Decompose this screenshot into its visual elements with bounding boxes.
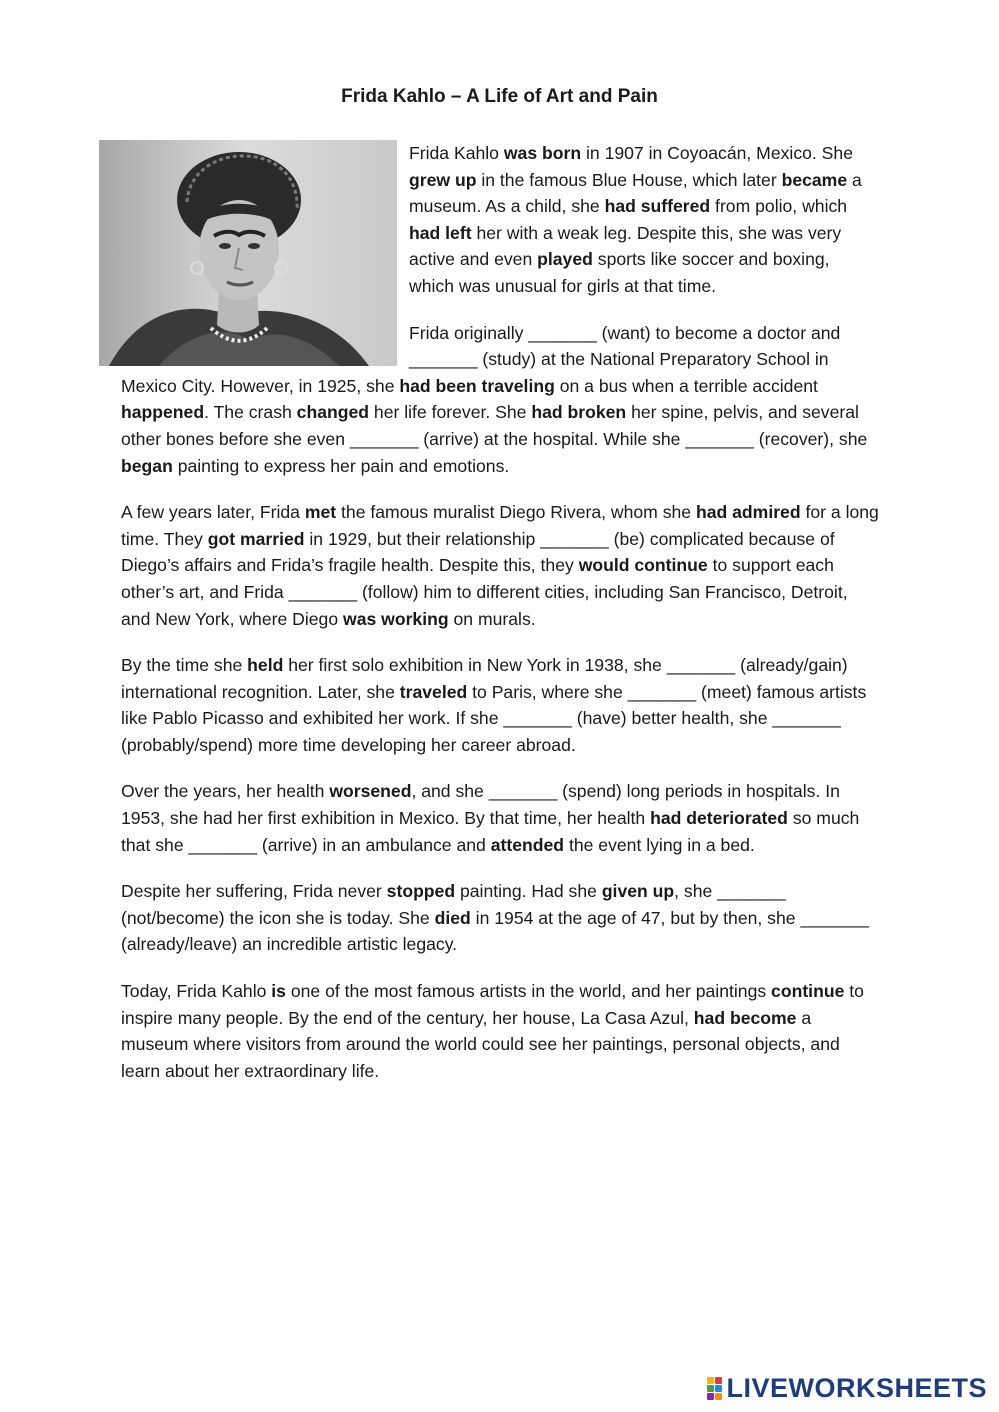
text-run: By the time she <box>121 655 248 676</box>
bold-verb: was working <box>343 608 449 629</box>
text-run: (want) to become a doctor and <box>596 322 841 343</box>
text-run: in 1954 at the age of 47, but by then, she <box>470 907 801 928</box>
text-run: (have) better health, she <box>571 708 773 729</box>
fill-in-blank[interactable]: _______ <box>772 708 841 729</box>
text-run: to inspire many people. By the end of the century, her house, La Casa Azul, <box>121 981 864 1028</box>
text-run: Today, Frida Kahlo <box>121 981 272 1002</box>
text-run: to Paris, where she <box>467 681 628 702</box>
text-run: on a bus when a terrible accident <box>554 375 818 396</box>
text-run: (follow) him to different cities, including San Francisco, Detroit, and New York, where Diego <box>121 581 848 629</box>
bold-verb: got married <box>207 528 305 549</box>
text-run: a museum where visitors from around the world could see her paintings, personal objects, and learn about her extraordinary life. <box>121 1007 840 1081</box>
bold-verb: died <box>434 907 471 928</box>
portrait-photo <box>99 140 397 366</box>
bold-verb: continue <box>771 981 845 1002</box>
brand-mark-square <box>707 1377 714 1384</box>
fill-in-blank[interactable]: _______ <box>349 428 419 449</box>
text-run: her life forever. She <box>369 402 532 423</box>
bold-verb: had broken <box>531 402 627 423</box>
text-run: sports like soccer and boxing, which was unusual for girls at that time. <box>409 249 830 296</box>
text-run: in 1907 in Coyoacán, Mexico. She <box>581 143 853 163</box>
fill-in-blank[interactable]: _______ <box>685 428 754 449</box>
brand-mark-square <box>707 1393 714 1400</box>
bold-verb: had deteriorated <box>650 808 788 829</box>
text-run: (be) complicated because of Diego’s affairs and Frida’s fragile health. Despite this, they <box>121 528 835 576</box>
text-run: for a long time. They <box>121 502 879 549</box>
bold-verb: began <box>121 455 173 476</box>
bold-verb: played <box>537 249 593 270</box>
brand-text: LIVEWORKSHEETS <box>726 1372 987 1403</box>
bold-verb: was born <box>503 143 582 163</box>
worksheet-body <box>121 140 879 1104</box>
bold-verb: became <box>781 169 848 190</box>
bold-verb: worsened <box>329 781 412 802</box>
text-run: (study) at the National Preparatory School in Mexico City. However, in 1925, she <box>121 349 829 396</box>
text-run: one of the most famous artists in the world, and her paintings <box>285 981 772 1002</box>
brand-mark-square <box>715 1377 722 1384</box>
bold-verb: met <box>304 502 337 523</box>
fill-in-blank[interactable]: _______ <box>188 834 257 855</box>
text-run: on murals. <box>448 608 536 629</box>
text-run: (already/leave) an incredible artistic legacy. <box>121 934 458 955</box>
text-run: painting. Had she <box>455 881 602 902</box>
text-run: Despite her suffering, Frida never <box>121 881 387 902</box>
fill-in-blank[interactable]: _______ <box>540 528 609 549</box>
text-run: , she <box>674 881 718 902</box>
worksheet-title: Frida Kahlo – A Life of Art and Pain <box>341 86 658 107</box>
portrait-drawing <box>99 140 397 366</box>
text-run: Frida originally <box>409 322 529 343</box>
text-run: the event lying in a bed. <box>564 834 755 855</box>
liveworksheets-logo <box>707 1372 987 1404</box>
bold-verb: had admired <box>695 502 801 523</box>
text-run: (spend) long periods in hospitals. In 1953, she had her first exhibition in Mexico. By that time, her health <box>121 781 840 829</box>
text-run: . The crash <box>204 402 297 423</box>
fill-in-blank[interactable]: _______ <box>288 581 358 602</box>
text-run: (recover), she <box>753 428 868 449</box>
text-run: in the famous Blue House, which later <box>476 169 782 190</box>
fill-in-blank[interactable]: _______ <box>409 349 478 370</box>
bold-verb: had been traveling <box>399 375 555 396</box>
bold-verb: happened <box>121 402 205 423</box>
fill-in-blank[interactable]: _______ <box>503 708 572 729</box>
bold-verb: given up <box>601 881 675 902</box>
bold-verb: held <box>247 655 284 676</box>
fill-in-blank[interactable]: _______ <box>627 681 697 702</box>
fill-in-blank[interactable]: _______ <box>528 322 597 343</box>
text-run: (not/become) the icon she is today. She <box>121 907 435 928</box>
paragraph-6 <box>121 878 879 958</box>
text-run: in 1929, but their relationship <box>304 528 541 549</box>
fill-in-blank[interactable]: _______ <box>800 907 869 928</box>
text-run: (arrive) at the hospital. While she <box>418 428 686 449</box>
paragraph-3 <box>121 499 879 632</box>
text-run: so much that she <box>121 808 860 855</box>
text-run: her with a weak leg. Despite this, she was very active and even <box>409 222 842 270</box>
bold-verb: had suffered <box>604 196 711 217</box>
text-run: to support each other’s art, and Frida <box>121 555 834 602</box>
paragraph-4 <box>121 652 879 758</box>
text-run: Over the years, her health <box>121 781 330 802</box>
text-run: a museum. As a child, she <box>409 169 862 217</box>
text-run: (meet) famous artists like Pablo Picasso and exhibited her work. If she <box>121 681 867 729</box>
text-run: (already/gain) international recognition. Later, she <box>121 655 848 702</box>
bold-verb: had become <box>693 1007 797 1028</box>
bold-verb: changed <box>296 402 370 423</box>
text-run: (probably/spend) more time developing her career abroad. <box>121 734 576 755</box>
brand-mark-square <box>715 1393 722 1400</box>
text-run: her first solo exhibition in New York in 1938, she <box>283 655 667 676</box>
bold-verb: would continue <box>578 555 708 576</box>
bold-verb: attended <box>490 834 565 855</box>
fill-in-blank[interactable]: _______ <box>666 655 736 676</box>
text-run: (arrive) in an ambulance and <box>257 834 491 855</box>
bold-verb: is <box>271 981 286 1002</box>
bold-verb: stopped <box>386 881 456 902</box>
text-run: Frida Kahlo <box>409 143 504 163</box>
bold-verb: traveled <box>399 681 468 702</box>
paragraph-7 <box>121 978 879 1084</box>
text-run: from polio, which <box>710 196 848 217</box>
fill-in-blank[interactable]: _______ <box>717 881 786 902</box>
text-run: her spine, pelvis, and several other bones before she even <box>121 402 859 449</box>
text-run: painting to express her pain and emotions. <box>172 455 510 476</box>
paragraph-5 <box>121 778 879 858</box>
liveworksheets-mark-icon <box>707 1377 722 1400</box>
text-run: , and she <box>411 781 489 802</box>
text-run: A few years later, Frida <box>121 502 305 523</box>
bold-verb: grew up <box>409 169 477 190</box>
bold-verb: had left <box>409 222 472 243</box>
text-run: the famous muralist Diego Rivera, whom she <box>336 502 696 523</box>
fill-in-blank[interactable]: _______ <box>488 781 558 802</box>
brand-mark-square <box>715 1385 722 1392</box>
brand-mark-square <box>707 1385 714 1392</box>
